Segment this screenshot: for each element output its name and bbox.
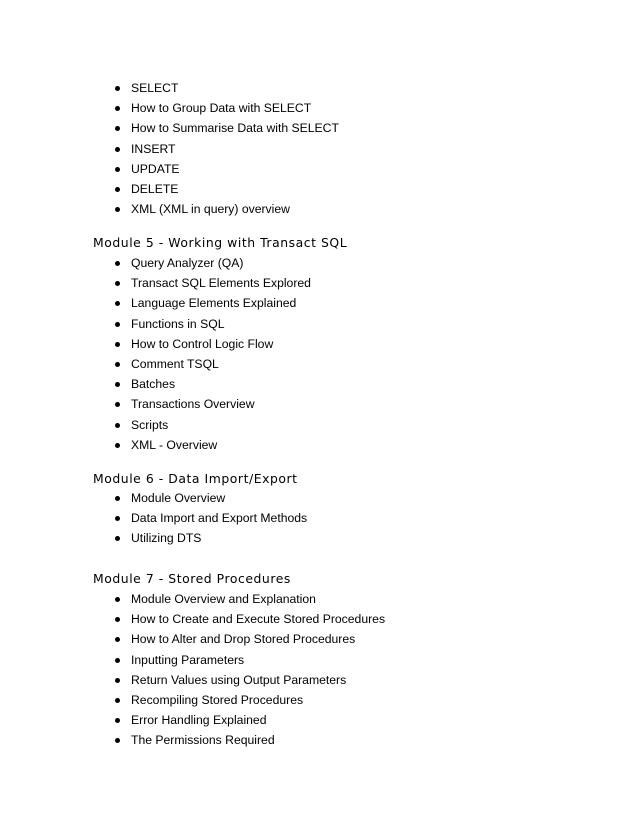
list-item-text: Module Overview and Explanation: [131, 592, 316, 606]
bullet-icon: [115, 126, 120, 131]
list-item-text: Recompiling Stored Procedures: [131, 692, 304, 707]
list-item-text: Data Import and Export Methods: [131, 511, 308, 526]
list-item-text: Transactions Overview: [131, 397, 255, 412]
list-item: [0, 415, 638, 435]
list-item-text: Utilizing DTS: [131, 531, 202, 546]
bullet-icon: [115, 658, 120, 663]
list-item-text: How to Alter and Drop Stored Procedures: [131, 632, 356, 647]
bullet-icon: [115, 637, 120, 642]
list-item: [0, 650, 638, 670]
bullet-icon: [115, 322, 120, 327]
bullet-icon: [115, 718, 120, 723]
bullet-icon: [115, 496, 120, 501]
bullet-icon: [115, 167, 120, 172]
list-item: [0, 629, 638, 649]
list-item-text: Query Analyzer (QA): [131, 256, 244, 270]
bullet-icon: [115, 536, 120, 541]
bullet-icon: [115, 382, 120, 387]
list-item: [0, 314, 638, 334]
list-item: [0, 118, 638, 138]
list-item: [0, 98, 638, 118]
list-item-text: Inputting Parameters: [131, 652, 245, 667]
list-item: [0, 730, 638, 750]
list-item: [0, 394, 638, 414]
list-item-text: INSERT: [131, 141, 176, 156]
module-5-bullet-list: [0, 253, 638, 455]
list-item: [0, 78, 638, 98]
list-item-text: UPDATE: [131, 161, 180, 176]
list-item-text: Functions in SQL: [131, 316, 225, 331]
bullet-icon: [115, 597, 120, 602]
bullet-icon: [115, 342, 120, 347]
list-item: [0, 508, 638, 528]
module-6-heading: Module 6 - Data Import/Export: [93, 471, 298, 486]
list-item: [0, 435, 638, 455]
list-item-text: Comment TSQL: [131, 356, 219, 371]
bullet-icon: [115, 207, 120, 212]
list-item: [0, 159, 638, 179]
list-item-text: XML - Overview: [131, 437, 218, 452]
bullet-icon: [115, 738, 120, 743]
bullet-icon: [115, 402, 120, 407]
list-item: [0, 179, 638, 199]
module-7-heading: Module 7 - Stored Procedures: [93, 571, 291, 586]
bullet-icon: [115, 147, 120, 152]
bullet-icon: [115, 678, 120, 683]
list-item: [0, 139, 638, 159]
bullet-icon: [115, 362, 120, 367]
intro-bullet-list: [0, 78, 638, 219]
bullet-icon: [115, 261, 120, 266]
bullet-icon: [115, 516, 120, 521]
list-item: [0, 609, 638, 629]
list-item: [0, 670, 638, 690]
bullet-icon: [115, 698, 120, 703]
list-item-text: Module Overview: [131, 491, 226, 505]
bullet-icon: [115, 443, 120, 448]
bullet-icon: [115, 86, 120, 91]
list-item-text: Language Elements Explained: [131, 296, 297, 311]
list-item: [0, 334, 638, 354]
bullet-icon: [115, 187, 120, 192]
list-item-text: XML (XML in query) overview: [131, 202, 290, 217]
list-item: [0, 273, 638, 293]
module-6-bullet-list: [0, 488, 638, 549]
list-item: [0, 293, 638, 313]
list-item: [0, 710, 638, 730]
list-item-text: How to Control Logic Flow: [131, 336, 274, 351]
list-item-text: How to Create and Execute Stored Procedures: [131, 612, 386, 627]
list-item: [0, 589, 638, 609]
list-item-text: How to Group Data with SELECT: [131, 101, 312, 116]
bullet-icon: [115, 617, 120, 622]
list-item-text: Return Values using Output Parameters: [131, 672, 347, 687]
list-item-text: Error Handling Explained: [131, 713, 267, 728]
list-item-text: SELECT: [131, 81, 179, 95]
list-item: [0, 528, 638, 548]
list-item: [0, 253, 638, 273]
bullet-icon: [115, 281, 120, 286]
list-item-text: Transact SQL Elements Explored: [131, 276, 311, 291]
list-item: [0, 690, 638, 710]
list-item: [0, 354, 638, 374]
bullet-icon: [115, 301, 120, 306]
list-item-text: DELETE: [131, 181, 179, 196]
list-item-text: The Permissions Required: [131, 733, 275, 748]
list-item-text: Batches: [131, 377, 176, 392]
module-5-heading: Module 5 - Working with Transact SQL: [93, 235, 348, 250]
list-item: [0, 199, 638, 219]
list-item: [0, 374, 638, 394]
list-item: [0, 488, 638, 508]
bullet-icon: [115, 106, 120, 111]
list-item-text: Scripts: [131, 417, 169, 432]
list-item-text: How to Summarise Data with SELECT: [131, 121, 339, 136]
bullet-icon: [115, 423, 120, 428]
module-7-bullet-list: [0, 589, 638, 751]
